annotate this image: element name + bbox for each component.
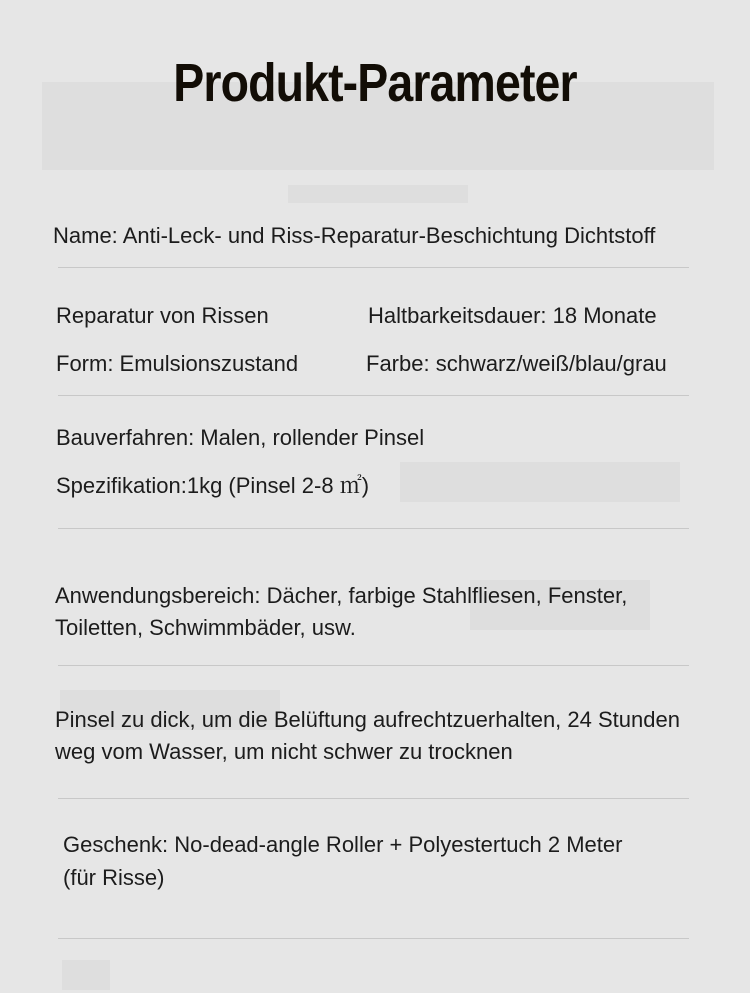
usage-note-line-2: weg vom Wasser, um nicht schwer zu trocknen [55, 739, 513, 764]
specification: Spezifikation:1kg (Pinsel 2-8 ㎡) [56, 473, 370, 498]
background-panel [62, 960, 110, 990]
page-title: Produkt-Parameter [173, 53, 577, 113]
gift-line-2: (für Risse) [63, 865, 165, 890]
application-area-line-1: Anwendungsbereich: Dächer, farbige Stahlfliesen, Fenster, [55, 583, 628, 608]
shelf-life: Haltbarkeitsdauer: 18 Monate [368, 303, 657, 328]
divider [58, 665, 689, 666]
divider [58, 938, 689, 939]
product-form: Form: Emulsionszustand [56, 351, 299, 376]
divider [58, 528, 689, 529]
product-colors: Farbe: schwarz/weiß/blau/grau [366, 351, 667, 376]
background-panel [288, 185, 468, 203]
divider [58, 395, 689, 396]
repair-type: Reparatur von Rissen [56, 303, 269, 328]
construction-method: Bauverfahren: Malen, rollender Pinsel [56, 425, 425, 450]
divider [58, 798, 689, 799]
application-area-line-2: Toiletten, Schwimmbäder, usw. [55, 615, 356, 640]
product-name: Name: Anti-Leck- und Riss-Reparatur-Beschichtung Dichtstoff [53, 223, 656, 248]
divider [58, 267, 689, 268]
usage-note-line-1: Pinsel zu dick, um die Belüftung aufrechtzuerhalten, 24 Stunden [55, 707, 680, 732]
gift-line-1: Geschenk: No-dead-angle Roller + Polyestertuch 2 Meter [63, 832, 623, 857]
background-panel [400, 462, 680, 502]
